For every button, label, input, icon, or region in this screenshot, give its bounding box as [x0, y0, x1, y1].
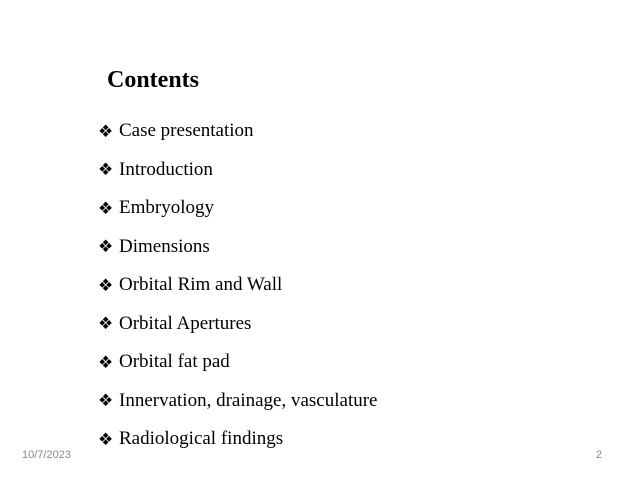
list-item-label: Dimensions — [119, 235, 210, 257]
list-item — [98, 420, 378, 459]
list-item-label: Orbital fat pad — [119, 351, 230, 373]
list-item-label: Case presentation — [119, 120, 254, 142]
contents-list — [98, 112, 378, 459]
diamond-bullet-icon: ❖ — [98, 391, 114, 411]
diamond-bullet-icon: ❖ — [98, 352, 114, 372]
diamond-bullet-icon: ❖ — [98, 237, 114, 257]
list-item — [98, 305, 378, 344]
list-item-label: Embryology — [119, 197, 214, 219]
diamond-bullet-icon: ❖ — [98, 275, 114, 295]
footer-date: 10/7/2023 — [22, 449, 71, 461]
diamond-bullet-icon: ❖ — [98, 160, 114, 180]
list-item — [98, 151, 378, 190]
list-item-label: Innervation, drainage, vasculature — [119, 389, 378, 411]
slide-number: 2 — [595, 449, 602, 461]
diamond-bullet-icon: ❖ — [98, 429, 114, 449]
list-item-label: Orbital Apertures — [119, 312, 252, 334]
slide-title: Contents — [107, 67, 200, 93]
list-item-label: Radiological findings — [119, 428, 284, 450]
diamond-bullet-icon: ❖ — [98, 314, 114, 334]
list-item — [98, 343, 378, 382]
list-item — [98, 228, 378, 267]
list-item-label: Orbital Rim and Wall — [119, 274, 283, 296]
list-item — [98, 382, 378, 421]
list-item — [98, 266, 378, 305]
list-item — [98, 112, 378, 151]
diamond-bullet-icon: ❖ — [98, 198, 114, 218]
list-item-label: Introduction — [119, 158, 213, 180]
diamond-bullet-icon: ❖ — [98, 121, 114, 141]
list-item — [98, 189, 378, 228]
